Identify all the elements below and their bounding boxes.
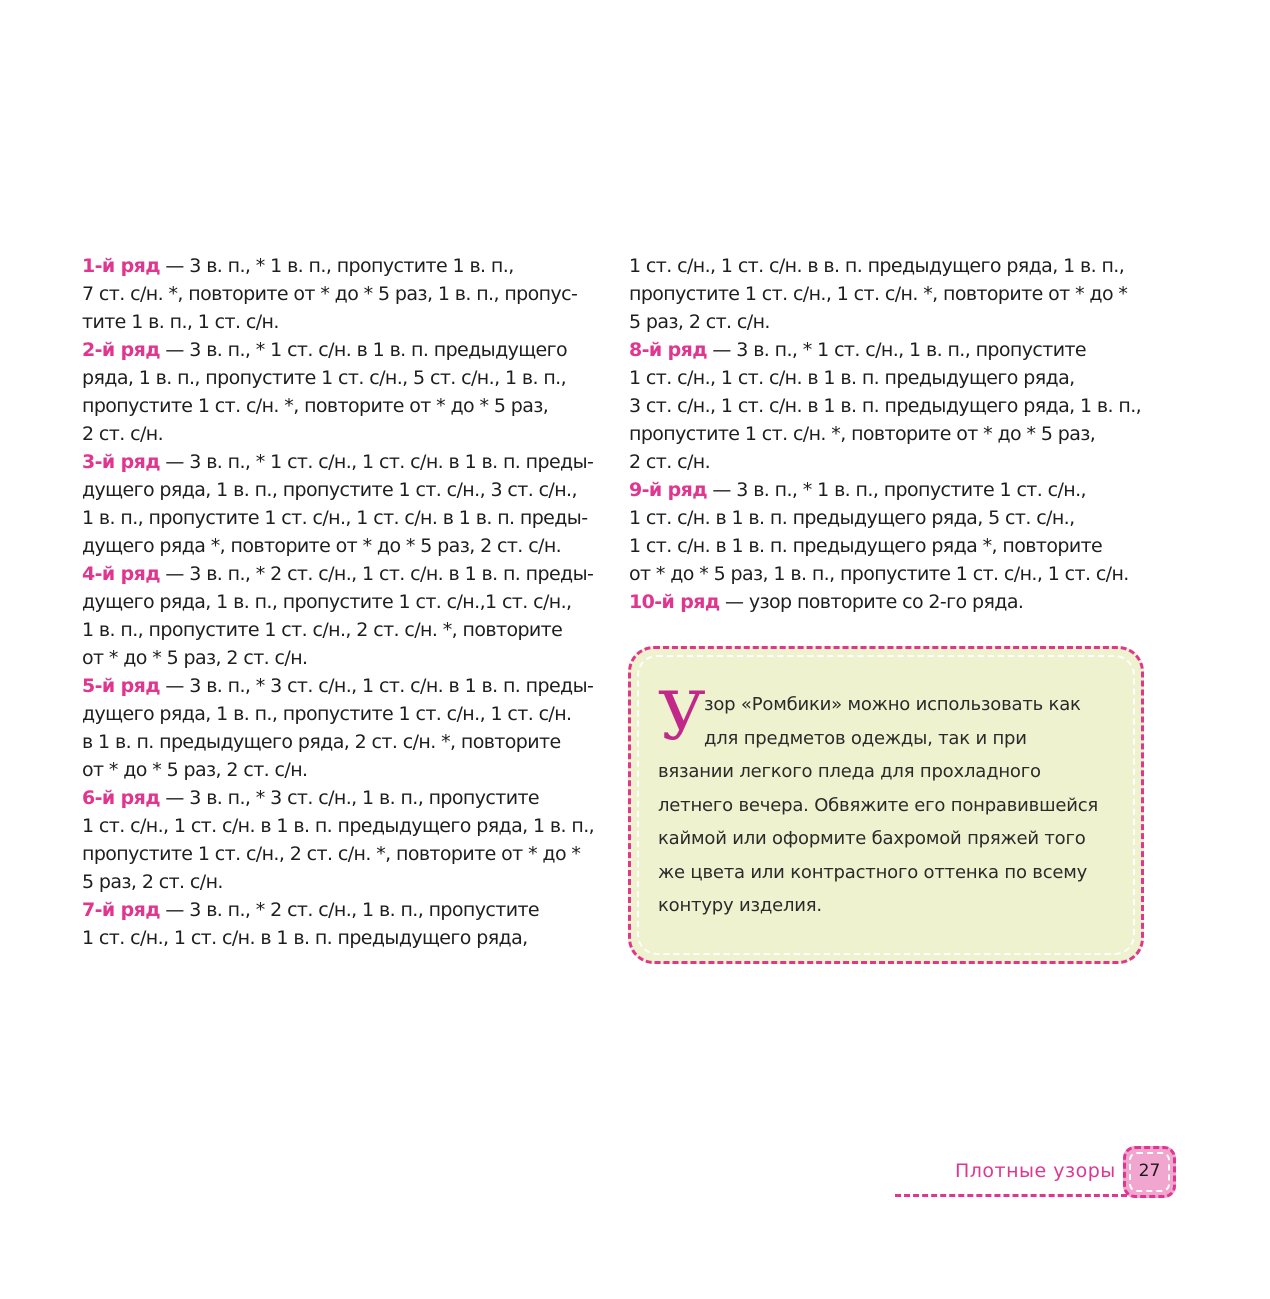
instruction-line — [82, 504, 612, 532]
instruction-text: пропустите 1 ст. с/н., 1 ст. с/н. *, повторите от * до * — [629, 283, 1128, 305]
instruction-text: — 3 в. п., * 1 ст. с/н., 1 в. п., пропустите — [706, 339, 1086, 361]
instruction-line — [82, 784, 612, 812]
instruction-text: — 3 в. п., * 3 ст. с/н., 1 ст. с/н. в 1 в. п. преды- — [159, 675, 594, 697]
instruction-line — [82, 812, 612, 840]
instruction-text: 7 ст. с/н. *, повторите от * до * 5 раз, 1 в. п., пропус- — [82, 283, 578, 305]
instruction-line — [82, 644, 612, 672]
instruction-line — [82, 868, 612, 896]
instruction-text: — узор повторите со 2-го ряда. — [719, 591, 1024, 613]
instruction-line — [82, 588, 612, 616]
row-label: 10-й ряд — [629, 591, 720, 613]
instruction-text: 1 ст. с/н. в 1 в. п. предыдущего ряда *, повторите — [629, 535, 1103, 557]
row-label: 5-й ряд — [82, 675, 160, 697]
tip-line: для предметов одежды, так и при — [704, 727, 1027, 749]
instruction-text: — 3 в. п., * 1 в. п., пропустите 1 ст. с/н., — [706, 479, 1086, 501]
instruction-text: 1 в. п., пропустите 1 ст. с/н., 2 ст. с/н. *, повторите — [82, 619, 563, 641]
instruction-text: дущего ряда, 1 в. п., пропустите 1 ст. с/н., 1 ст. с/н. — [82, 703, 572, 725]
instruction-line — [82, 308, 612, 336]
row-label: 1-й ряд — [82, 255, 160, 277]
instruction-text: — 3 в. п., * 1 в. п., пропустите 1 в. п., — [159, 255, 514, 277]
instruction-line — [82, 280, 612, 308]
row-label: 2-й ряд — [82, 339, 160, 361]
instruction-text: 5 раз, 2 ст. с/н. — [629, 311, 770, 333]
instruction-line — [82, 532, 612, 560]
instruction-text: тите 1 в. п., 1 ст. с/н. — [82, 311, 279, 333]
section-title: Плотные узоры — [955, 1160, 1116, 1182]
instruction-line — [82, 392, 612, 420]
instruction-line — [82, 896, 612, 924]
instruction-text: 2 ст. с/н. — [629, 451, 711, 473]
tip-line: зор «Ромбики» можно использовать как — [704, 694, 1081, 715]
instruction-text: — 3 в. п., * 2 ст. с/н., 1 в. п., пропустите — [159, 899, 539, 921]
instruction-text: от * до * 5 раз, 2 ст. с/н. — [82, 759, 308, 781]
instruction-text: 1 ст. с/н., 1 ст. с/н. в 1 в. п. предыдущего ряда, — [629, 367, 1075, 389]
instruction-line — [82, 728, 612, 756]
row-label: 6-й ряд — [82, 787, 160, 809]
instruction-line — [82, 252, 612, 280]
instruction-line — [82, 924, 612, 952]
instruction-line — [629, 476, 1159, 504]
tip-line: вязании легкого пледа для прохладного — [658, 761, 1041, 782]
page-number: 27 — [1138, 1161, 1161, 1181]
row-label: 3-й ряд — [82, 451, 160, 473]
instruction-text: 2 ст. с/н. — [82, 423, 164, 445]
instruction-line — [629, 280, 1159, 308]
instruction-text: — 3 в. п., * 1 ст. с/н. в 1 в. п. предыдущего — [159, 339, 568, 361]
instruction-text: — 3 в. п., * 3 ст. с/н., 1 в. п., пропустите — [159, 787, 539, 809]
instruction-text: пропустите 1 ст. с/н. *, повторите от * до * 5 раз, — [629, 423, 1096, 445]
tip-line: летнего вечера. Обвяжите его понравившейся — [658, 794, 1099, 816]
tip-dropcap: У — [658, 678, 706, 755]
instructions-left-column — [82, 252, 612, 952]
tip-line: же цвета или контрастного оттенка по всему — [658, 861, 1088, 883]
instruction-line — [82, 476, 612, 504]
instruction-text: ряда, 1 в. п., пропустите 1 ст. с/н., 5 ст. с/н., 1 в. п., — [82, 367, 567, 389]
instruction-text: 1 ст. с/н., 1 ст. с/н. в 1 в. п. предыдущего ряда, — [82, 927, 528, 949]
instruction-line — [629, 532, 1159, 560]
instruction-line — [82, 616, 612, 644]
instruction-text: 1 ст. с/н., 1 ст. с/н. в в. п. предыдущего ряда, 1 в. п., — [629, 255, 1125, 277]
instruction-line — [82, 448, 612, 476]
instruction-text: — 3 в. п., * 2 ст. с/н., 1 ст. с/н. в 1 в. п. преды- — [159, 563, 594, 585]
tip-text — [658, 678, 1138, 923]
instruction-line — [629, 252, 1159, 280]
instruction-line — [82, 336, 612, 364]
instruction-line — [629, 420, 1159, 448]
instruction-line — [82, 672, 612, 700]
tip-line: каймой или оформите бахромой пряжей того — [658, 828, 1086, 849]
instruction-text: 1 ст. с/н., 1 ст. с/н. в 1 в. п. предыдущего ряда, 1 в. п., — [82, 815, 595, 837]
instruction-line — [82, 364, 612, 392]
row-label: 9-й ряд — [629, 479, 707, 501]
tip-line: контуру изделия. — [658, 895, 822, 916]
instruction-text: пропустите 1 ст. с/н. *, повторите от * до * 5 раз, — [82, 395, 549, 417]
instruction-line — [82, 840, 612, 868]
instruction-text: 1 в. п., пропустите 1 ст. с/н., 1 ст. с/н. в 1 в. п. преды- — [82, 507, 588, 529]
instruction-text: — 3 в. п., * 1 ст. с/н., 1 ст. с/н. в 1 в. п. преды- — [159, 451, 594, 473]
instruction-text: 3 ст. с/н., 1 ст. с/н. в 1 в. п. предыдущего ряда, 1 в. п., — [629, 395, 1142, 417]
instruction-text: пропустите 1 ст. с/н., 2 ст. с/н. *, повторите от * до * — [82, 843, 581, 865]
instruction-line — [82, 560, 612, 588]
instruction-text: в 1 в. п. предыдущего ряда, 2 ст. с/н. *, повторите — [82, 731, 561, 753]
footer-divider — [895, 1194, 1127, 1197]
instruction-line — [82, 420, 612, 448]
page-number-badge — [1123, 1146, 1176, 1198]
row-label: 8-й ряд — [629, 339, 707, 361]
instruction-line — [629, 308, 1159, 336]
instruction-text: от * до * 5 раз, 2 ст. с/н. — [82, 647, 308, 669]
row-label: 4-й ряд — [82, 563, 160, 585]
instruction-line — [629, 588, 1159, 616]
instruction-line — [629, 560, 1159, 588]
instruction-line — [629, 448, 1159, 476]
instruction-text: дущего ряда, 1 в. п., пропустите 1 ст. с/н.,1 ст. с/н., — [82, 591, 572, 613]
instruction-line — [629, 504, 1159, 532]
instruction-text: 1 ст. с/н. в 1 в. п. предыдущего ряда, 5 ст. с/н., — [629, 507, 1075, 529]
instruction-text: от * до * 5 раз, 1 в. п., пропустите 1 ст. с/н., 1 ст. с/н. — [629, 563, 1129, 585]
instruction-line — [629, 392, 1159, 420]
instruction-text: 5 раз, 2 ст. с/н. — [82, 871, 223, 893]
instruction-line — [629, 364, 1159, 392]
instruction-line — [82, 756, 612, 784]
instruction-line — [82, 700, 612, 728]
instruction-text: дущего ряда, 1 в. п., пропустите 1 ст. с/н., 3 ст. с/н., — [82, 479, 577, 501]
instructions-right-column — [629, 252, 1159, 616]
instruction-text: дущего ряда *, повторите от * до * 5 раз, 2 ст. с/н. — [82, 535, 562, 557]
instruction-line — [629, 336, 1159, 364]
row-label: 7-й ряд — [82, 899, 160, 921]
